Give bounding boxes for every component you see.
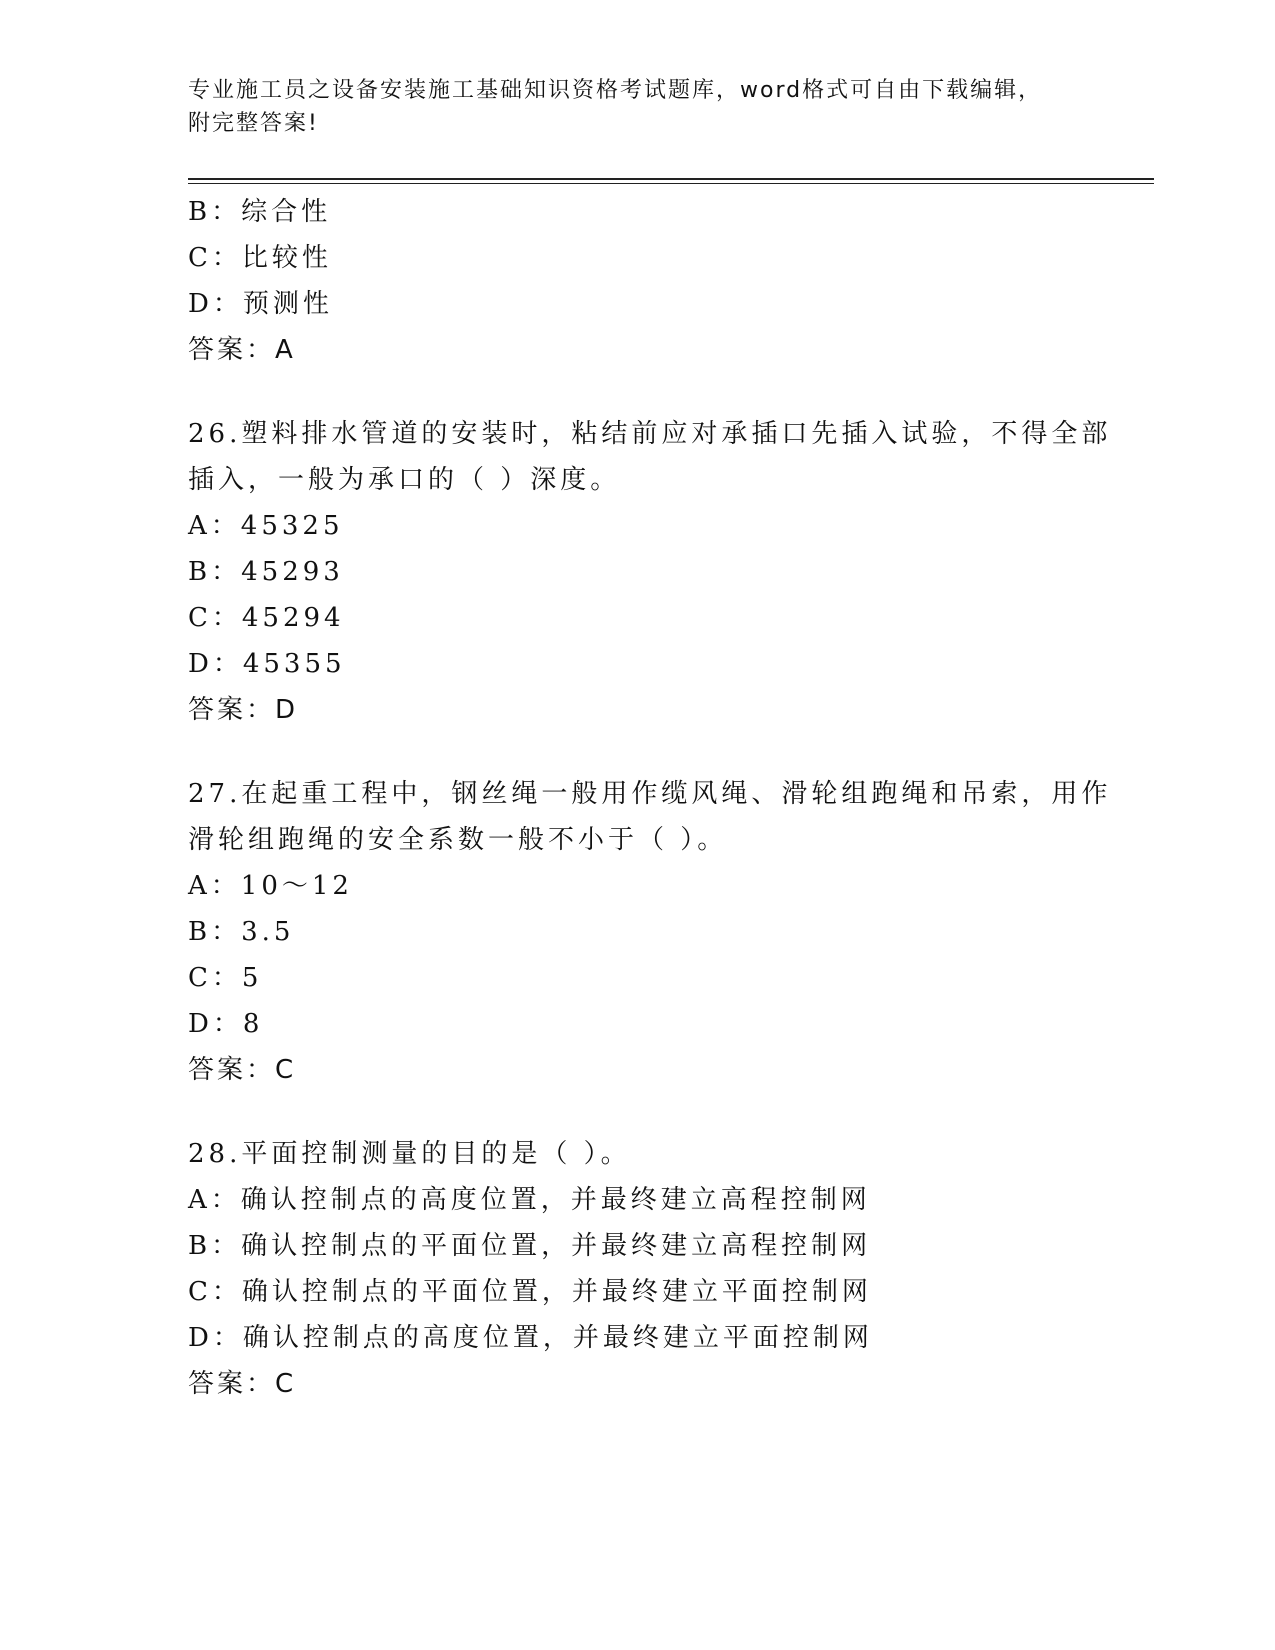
option-b: B：确认控制点的平面位置，并最终建立高程控制网 [188,1231,872,1261]
header-divider [188,178,1154,180]
option-a: A：10～12 [188,871,353,901]
question-25-tail [188,189,1088,373]
question-stem-line: 26.塑料排水管道的安装时，粘结前应对承插口先插入试验，不得全部 [188,419,1112,449]
header-line-2: 附完整答案! [188,111,319,136]
option-d: D：确认控制点的高度位置，并最终建立平面控制网 [188,1323,873,1353]
option-b: B：45293 [188,557,344,587]
question-27 [188,771,1112,1093]
option-b: B：3.5 [188,917,295,947]
option-c: C：比较性 [188,243,332,273]
option-c: C：确认控制点的平面位置，并最终建立平面控制网 [188,1277,872,1307]
option-d: D：预测性 [188,289,333,319]
option-d: D：8 [188,1009,264,1039]
question-28 [188,1131,1088,1407]
question-stem-line: 滑轮组跑绳的安全系数一般不小于（ ）。 [188,825,728,855]
option-c: C：5 [188,963,263,993]
header-divider-thin [188,183,1154,184]
question-stem-line: 27.在起重工程中，钢丝绳一般用作缆风绳、滑轮组跑绳和吊索，用作 [188,779,1112,809]
question-stem-line: 28.平面控制测量的目的是（ ）。 [188,1139,631,1169]
option-b: B：综合性 [188,197,332,227]
answer-line: 答案：C [188,1369,297,1399]
question-26 [188,411,1112,733]
option-c: C：45294 [188,603,345,633]
option-d: D：45355 [188,649,346,679]
document-header [188,74,1088,140]
answer-line: 答案：D [188,695,299,725]
question-list [188,189,1112,1407]
answer-line: 答案：C [188,1055,297,1085]
option-a: A：确认控制点的高度位置，并最终建立高程控制网 [188,1185,871,1215]
header-line-1: 专业施工员之设备安装施工基础知识资格考试题库，word格式可自由下载编辑， [188,78,1043,103]
answer-line: 答案：A [188,335,296,365]
question-stem-line: 插入，一般为承口的（ ）深度。 [188,465,621,495]
option-a: A：45325 [188,511,344,541]
